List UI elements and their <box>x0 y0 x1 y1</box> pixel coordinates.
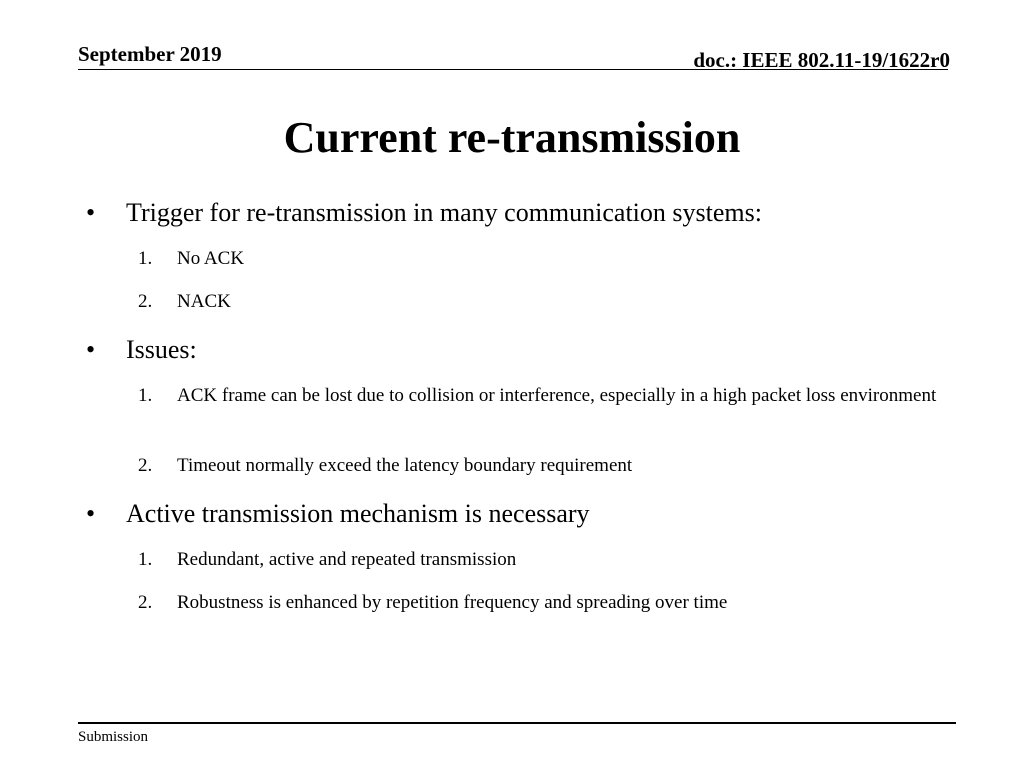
document-id: doc.: IEEE 802.11-19/1622r0 <box>693 48 950 72</box>
item-text: Timeout normally exceed the latency boundary requirement <box>177 455 633 476</box>
item-text: No ACK <box>177 248 245 269</box>
header-date: September 2019 <box>78 42 222 66</box>
footer-divider <box>78 722 956 724</box>
bullet-marker: • <box>86 499 96 528</box>
item-text: Robustness is enhanced by repetition frequency and spreading over time <box>177 592 728 613</box>
item-number: 1. <box>138 385 153 406</box>
item-text: Redundant, active and repeated transmission <box>177 549 517 570</box>
item-text: NACK <box>177 291 231 312</box>
item-number: 1. <box>138 248 153 269</box>
item-number: 2. <box>138 592 153 613</box>
bullet-marker: • <box>86 198 96 227</box>
bullet-text: Active transmission mechanism is necessary <box>126 499 590 528</box>
item-number: 2. <box>138 291 153 312</box>
item-text: ACK frame can be lost due to collision or interference, especially in a high packet loss environment <box>177 385 937 406</box>
bullet-text: Issues: <box>126 335 197 364</box>
slide-title: Current re-transmission <box>283 113 741 162</box>
footer-label: Submission <box>78 729 149 745</box>
bullet-text: Trigger for re-transmission in many communication systems: <box>126 198 762 227</box>
item-number: 1. <box>138 549 153 570</box>
header-divider <box>78 69 948 70</box>
bullet-marker: • <box>86 335 96 364</box>
item-number: 2. <box>138 455 153 476</box>
